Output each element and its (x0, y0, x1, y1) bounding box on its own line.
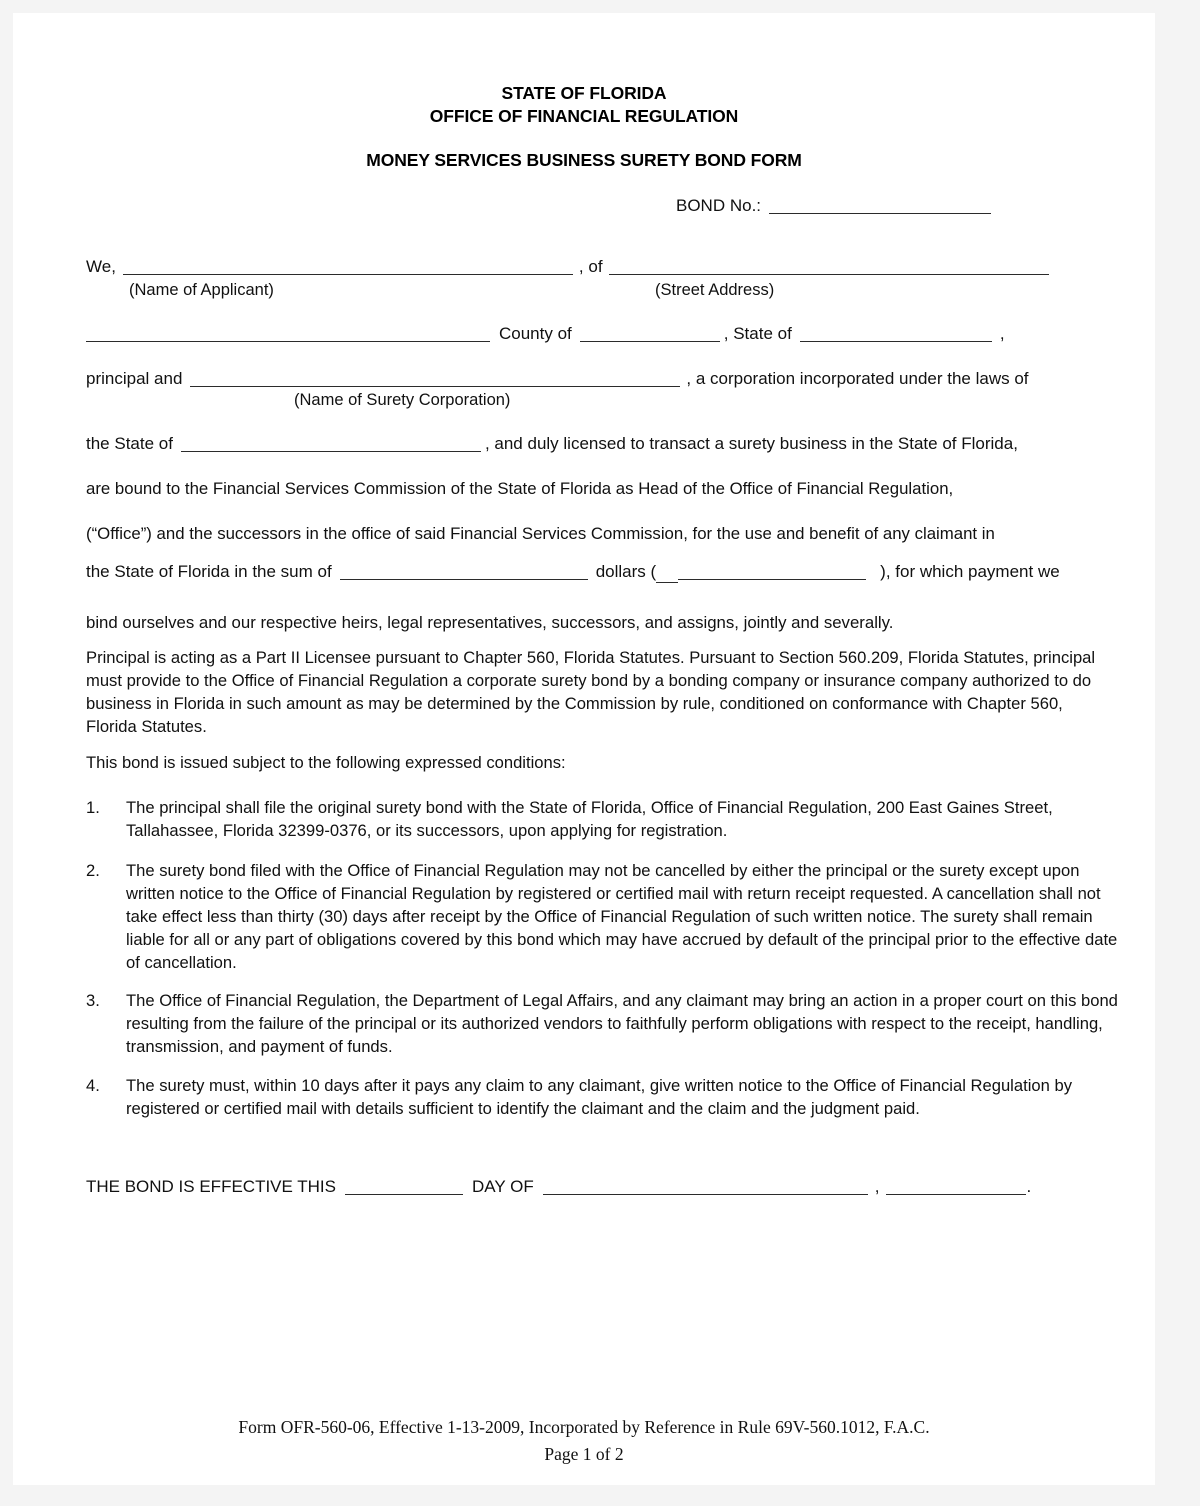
the-state-of-label: the State of (86, 434, 173, 453)
footer-form-reference: Form OFR-560-06, Effective 1-13-2009, Incorporated by Reference in Rule 69V-560.1012, F.A.C. (238, 1417, 930, 1437)
effective-period: . (1026, 1177, 1032, 1196)
state-input[interactable] (800, 327, 992, 342)
condition-text: The surety must, within 10 days after it pays any claim to any claimant, give written notice to the Office of Financial Regulation by registered or certified mail with details sufficient to identify the claimant and the claim and the judgment paid. (126, 1076, 1072, 1118)
corporation-clause: , a corporation incorporated under the laws of (686, 369, 1029, 388)
county-row-trailing-comma: , (999, 324, 1005, 343)
condition-text: The principal shall file the original surety bond with the State of Florida, Office of Financial Regulation, 200 East Gaines Street, Tallahassee, Florida 32399-0376, or its successors, upon applying for registration. (126, 798, 1053, 840)
effective-prefix-label: THE BOND IS EFFECTIVE THIS (86, 1177, 336, 1196)
sum-suffix-label: ), for which payment we (880, 562, 1060, 581)
document-page (13, 13, 1155, 1485)
surety-row (86, 368, 1029, 390)
effective-comma: , (874, 1177, 880, 1196)
sum-row (86, 561, 1060, 583)
street-address-input[interactable] (609, 260, 1049, 275)
bond-no-input[interactable] (769, 199, 991, 214)
applicant-row (86, 256, 1049, 278)
principal-and-label: principal and (86, 369, 183, 388)
condition-text: The surety bond filed with the Office of Financial Regulation may not be cancelled by either the principal or the surety except upon written notice to the Office of Financial Regulation by registered or certified mail with return receipt requested. A cancellation shall not take effect less than thirty (30) days after receipt by the Office of Financial Regulation of such written notice. The surety shall remain liable for all or any part of obligations covered by this bond which may have accrued by default of the principal prior to the effective date of cancellation. (126, 861, 1118, 972)
of-label: , of (578, 257, 603, 276)
condition-item (86, 1074, 1118, 1120)
condition-number: 1. (86, 798, 100, 817)
principal-paragraph: Principal is acting as a Part II Licensee pursuant to Chapter 560, Florida Statutes. Pursuant to Section 560.209, Florida Statutes, principal must provide to the Office of Financial Regulation a corporate surety bond by a bonding company or insurance company authorized to do business in Florida in such amount as may be determined by the Commission by rule, conditioned on conformance with Chapter 560, Florida Statutes. (86, 648, 1096, 736)
conditions-intro: This bond is issued subject to the following expressed conditions: (86, 753, 566, 772)
condition-number: 3. (86, 991, 100, 1010)
condition-item (86, 859, 1118, 974)
sum-prefix-label: the State of Florida in the sum of (86, 562, 332, 581)
county-of-label: County of (499, 324, 572, 343)
bind-line: bind ourselves and our respective heirs, legal representatives, successors, and assigns, jointly and severally. (86, 613, 894, 632)
name-of-surety-input[interactable] (190, 372, 680, 387)
page-content (13, 13, 1155, 1485)
day-of-label: DAY OF (472, 1177, 534, 1196)
condition-item (86, 796, 1118, 842)
office-line: (“Office”) and the successors in the office of said Financial Services Commission, for the use and benefit of any claimant in (86, 524, 995, 543)
name-of-applicant-input[interactable] (123, 260, 573, 275)
sum-amount-prefix-rule (656, 574, 678, 583)
effective-date-row (86, 1177, 1031, 1197)
effective-year-input[interactable] (886, 1180, 1026, 1195)
footer-page-number: Page 1 of 2 (544, 1444, 624, 1464)
county-input[interactable] (580, 327, 720, 342)
we-label: We, (86, 257, 116, 276)
bound-line: are bound to the Financial Services Commission of the State of Florida as Head of the Office of Financial Regulation, (86, 479, 954, 498)
bond-no-row (676, 195, 991, 217)
condition-number: 4. (86, 1076, 100, 1095)
sum-words-input[interactable] (340, 565, 588, 580)
sum-amount-input[interactable] (678, 565, 866, 580)
state-of-label: , State of (723, 324, 792, 343)
name-of-applicant-sublabel: (Name of Applicant) (129, 281, 274, 299)
licensed-clause: , and duly licensed to transact a surety business in the State of Florida, (484, 434, 1018, 453)
agency-name-line1: STATE OF FLORIDA (501, 83, 667, 103)
condition-item (86, 989, 1118, 1058)
city-input[interactable] (86, 327, 490, 342)
name-of-surety-sublabel: (Name of Surety Corporation) (294, 391, 511, 409)
condition-text: The Office of Financial Regulation, the Department of Legal Affairs, and any claimant may bring an action in a proper court on this bond resulting from the failure of the principal or its authorized vendors to faithfully perform obligations with respect to the receipt, handling, transmission, and payment of funds. (126, 991, 1118, 1056)
agency-name-line2: OFFICE OF FINANCIAL REGULATION (429, 106, 739, 126)
condition-number: 2. (86, 861, 100, 880)
surety-state-input[interactable] (181, 437, 481, 452)
effective-month-input[interactable] (543, 1180, 868, 1195)
street-address-sublabel: (Street Address) (655, 281, 775, 299)
surety-state-row (86, 433, 1018, 455)
bond-no-label: BOND No.: (676, 196, 762, 215)
dollars-label: dollars ( (595, 562, 657, 581)
form-title: MONEY SERVICES BUSINESS SURETY BOND FORM (366, 150, 802, 170)
county-state-row (86, 323, 1005, 345)
effective-day-input[interactable] (345, 1180, 463, 1195)
